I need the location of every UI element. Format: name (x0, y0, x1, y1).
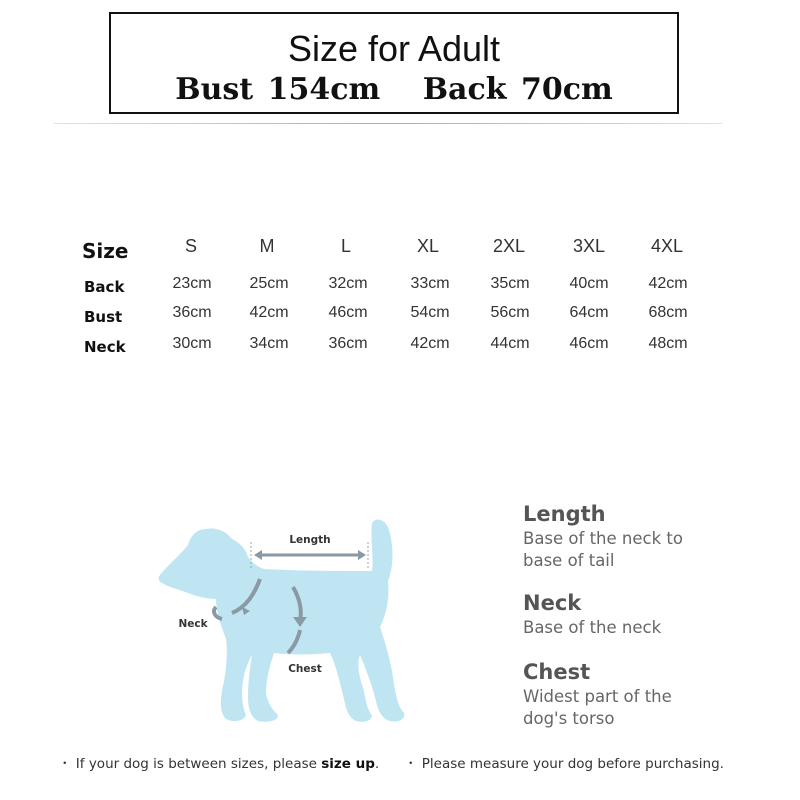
adult-back: Back 70cm (422, 72, 613, 107)
table-cell: 54cm (410, 304, 450, 321)
table-cell: 35cm (490, 275, 530, 292)
size-col-2xl: 2XL (492, 236, 526, 256)
legend-title: Chest (523, 660, 591, 684)
table-cell: 36cm (328, 335, 368, 352)
legend-desc (523, 617, 783, 639)
legend-title: Length (523, 502, 606, 526)
length-arrow-icon (251, 542, 368, 570)
table-cell: 46cm (569, 335, 609, 352)
row-label-neck: Neck (84, 338, 126, 356)
table-cell: 44cm (490, 335, 530, 352)
adult-bust: Bust 154cm (175, 72, 381, 107)
table-cell: 64cm (569, 304, 609, 321)
row-label-back: Back (84, 278, 125, 296)
table-cell: 33cm (410, 275, 450, 292)
legend-desc (523, 686, 783, 730)
legend-length (523, 502, 783, 572)
table-cell: 46cm (328, 304, 368, 321)
table-cell: 68cm (648, 304, 688, 321)
adult-size-title: Size for Adult (287, 28, 501, 69)
neck-label: Neck (178, 618, 208, 630)
table-cell: 56cm (490, 304, 530, 321)
legend-neck (523, 591, 783, 639)
note-bold-text: size up (321, 756, 375, 772)
legend-desc-line: Widest part of the (523, 687, 672, 706)
table-cell: 42cm (249, 304, 289, 321)
legend-desc-line: Base of the neck to (523, 529, 683, 548)
table-cell: 48cm (648, 335, 688, 352)
legend-desc (523, 528, 783, 572)
legend-chest (523, 660, 783, 730)
chest-label: Chest (288, 663, 322, 675)
length-label: Length (289, 534, 331, 546)
table-cell: 32cm (328, 275, 368, 292)
note-text: . (374, 756, 380, 772)
table-cell: 25cm (249, 275, 289, 292)
size-col-s: S (184, 236, 198, 256)
legend-title: Neck (523, 591, 582, 615)
note-measure: ・ Please measure your dog before purchasing. (404, 756, 724, 772)
table-cell: 42cm (410, 335, 450, 352)
legend-desc-line: base of tail (523, 551, 615, 570)
size-col-l: L (340, 236, 352, 256)
size-col-m: M (259, 236, 275, 256)
note-size-up (58, 752, 379, 772)
size-col-3xl: 3XL (572, 236, 606, 256)
size-header-label: Size (82, 239, 129, 263)
table-cell: 30cm (172, 335, 212, 352)
row-label-bust: Bust (84, 308, 123, 326)
table-cell: 42cm (648, 275, 688, 292)
table-cell: 34cm (249, 335, 289, 352)
size-col-xl: XL (416, 236, 440, 256)
table-cell: 23cm (172, 275, 212, 292)
legend-desc-line: Base of the neck (523, 618, 662, 637)
note-text: ・ If your dog is between sizes, please (58, 756, 322, 772)
table-cell: 40cm (569, 275, 609, 292)
table-cell: 36cm (172, 304, 212, 321)
size-col-4xl: 4XL (650, 236, 684, 256)
legend-desc-line: dog's torso (523, 709, 615, 728)
dog-measurement-diagram (150, 515, 420, 730)
